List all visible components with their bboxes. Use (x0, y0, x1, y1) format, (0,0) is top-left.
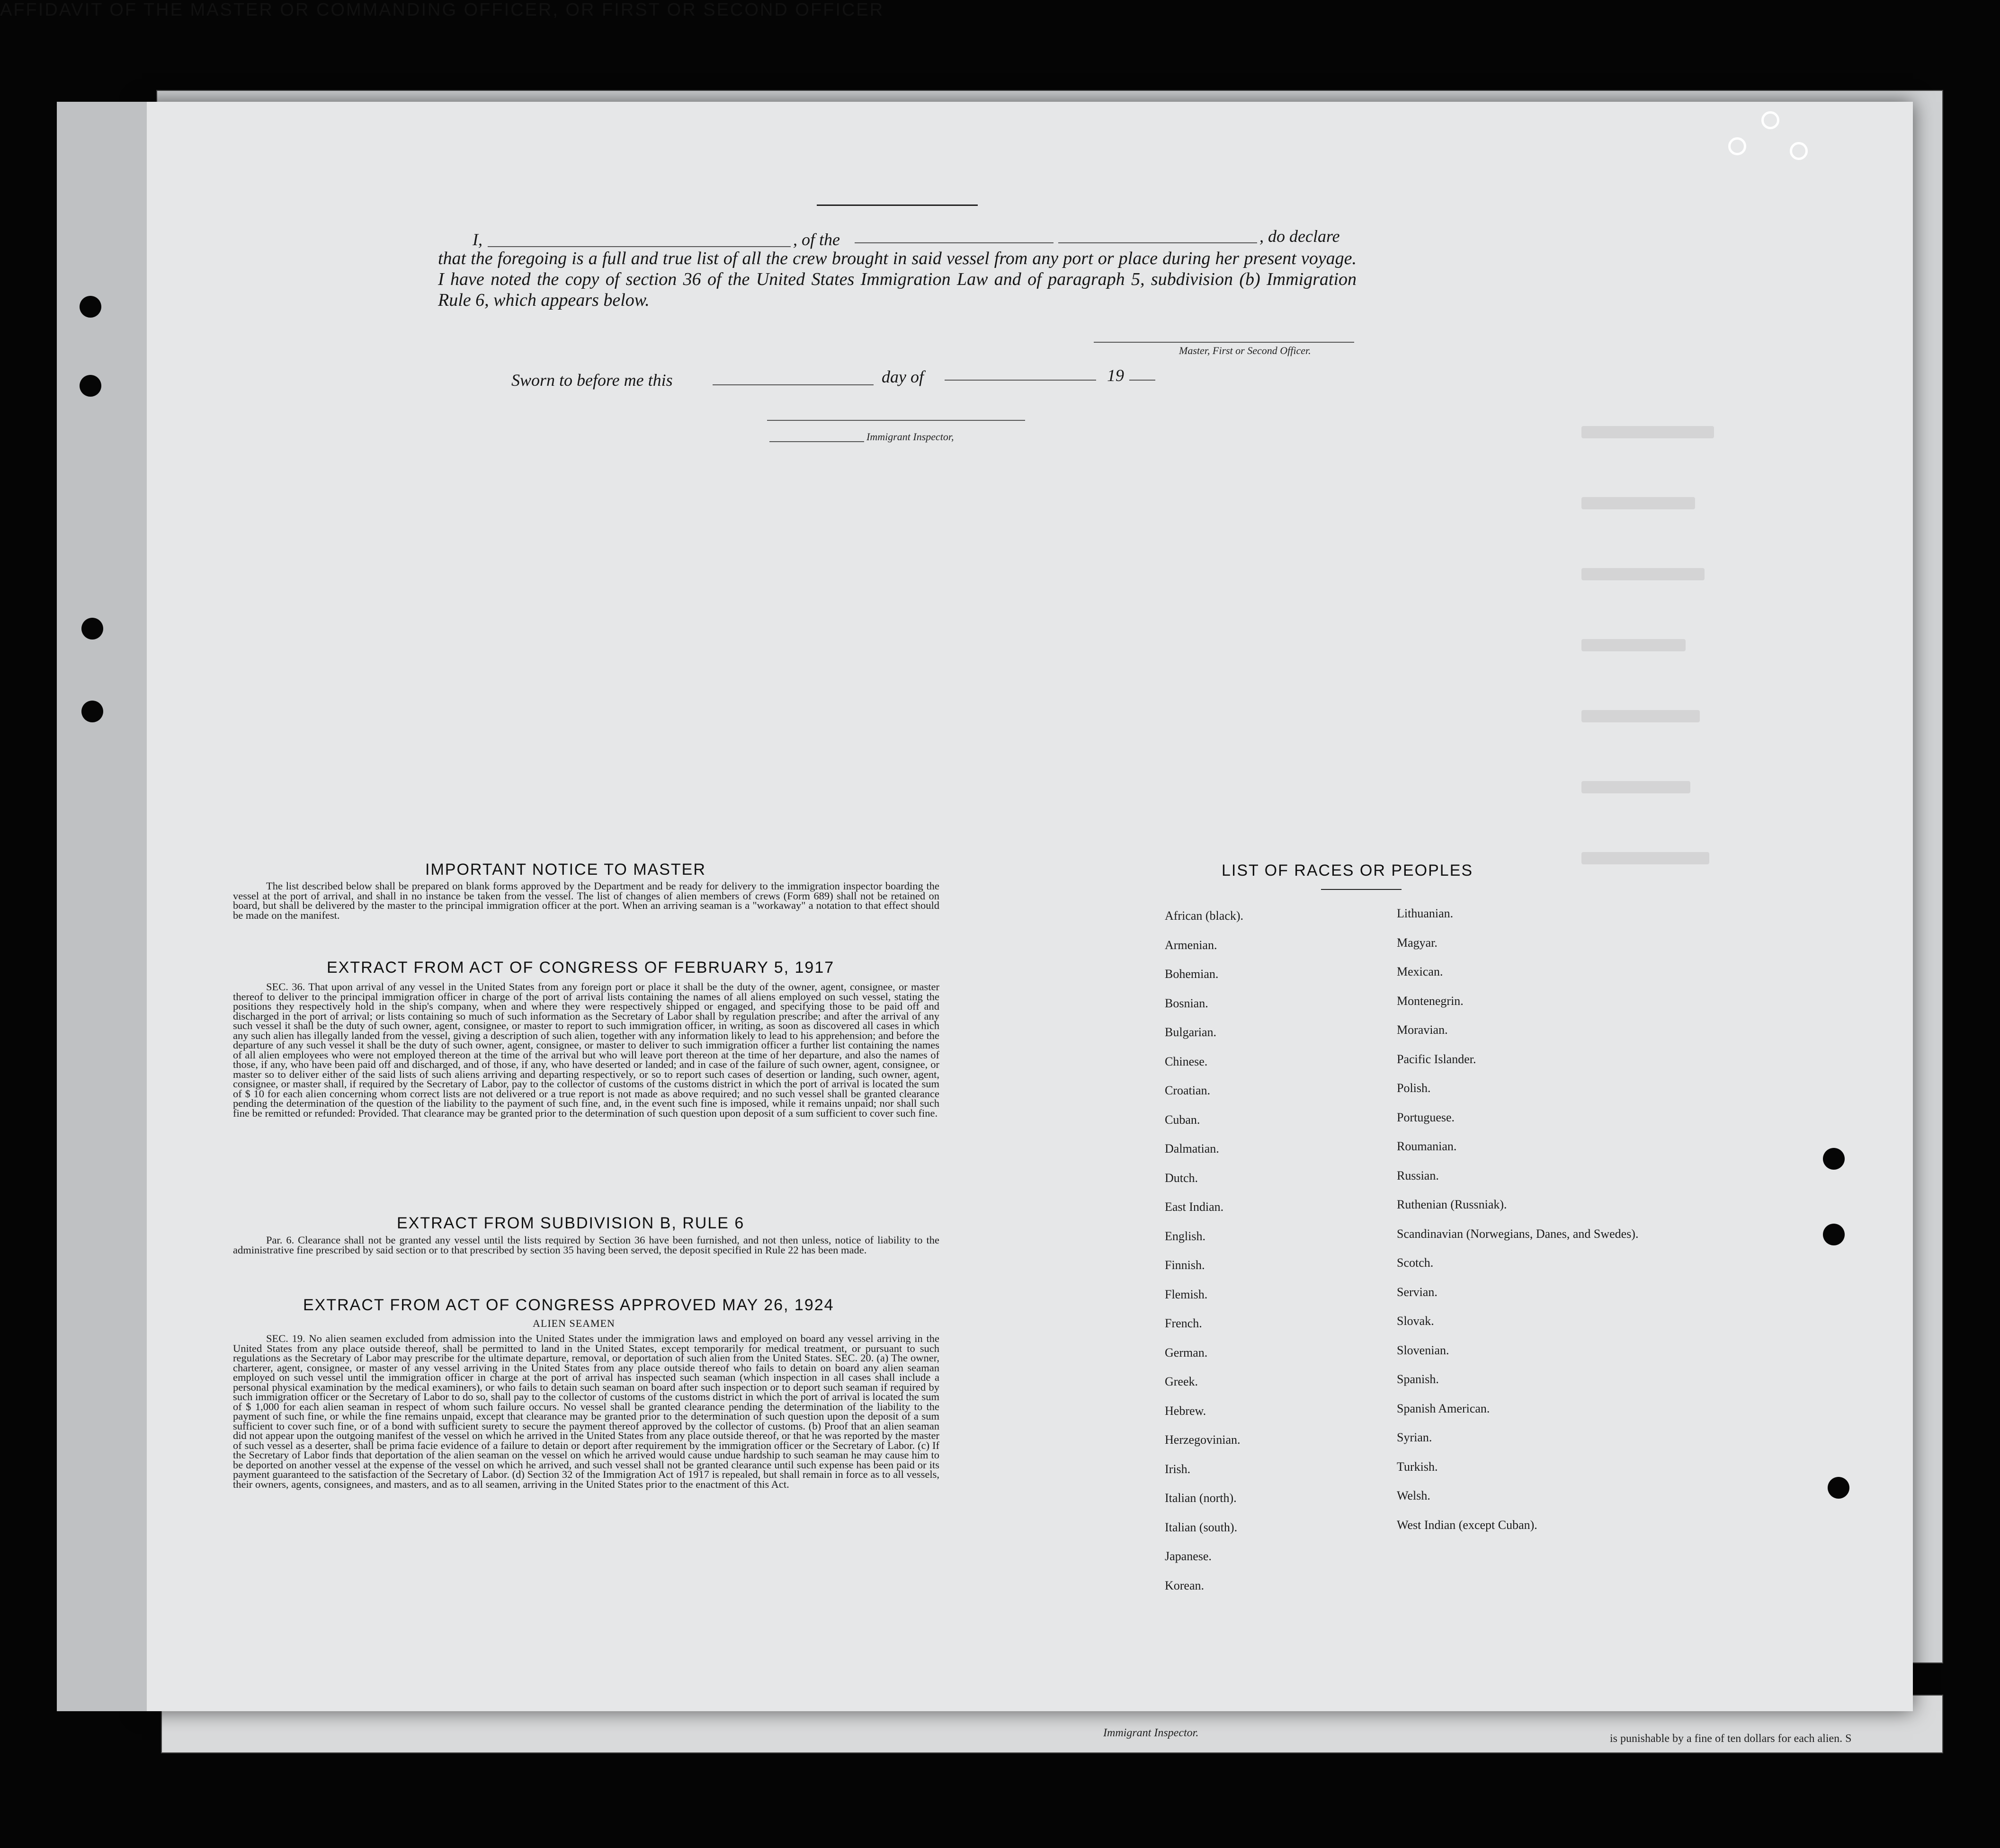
race-item: Irish. (1165, 1462, 1191, 1476)
notice-body: The list described below shall be prepared on blank forms approved by the Department and be ready for delivery to the immigration inspector boarding the vessel at the port of arrival, and shall in no instance be taken from the vessel. The list of changes of alien members of crews (Form 689) shall not be retained on board, but shall be delivered by the master to the principal immigration officer at the port. When an arriving seaman is a "workaway" a notation to that effect should be made on the manifest. (233, 880, 939, 921)
year-label: 19 (1107, 366, 1124, 385)
races-right-column (1397, 906, 1639, 1547)
race-item: Armenian. (1165, 938, 1217, 952)
binding-hole (1828, 1477, 1849, 1499)
sworn-year-blank (1129, 380, 1155, 381)
extract-rule6-title: EXTRACT FROM SUBDIVISION B, RULE 6 (397, 1214, 745, 1232)
race-item: Slovak. (1397, 1314, 1434, 1328)
race-item: Mexican. (1397, 965, 1443, 978)
race-item: African (black). (1165, 909, 1244, 923)
race-item: Dalmatian. (1165, 1142, 1219, 1155)
races-title: LIST OF RACES OR PEOPLES (1222, 862, 1473, 880)
race-item: French. (1165, 1316, 1202, 1330)
inspector-signature-line (767, 420, 1025, 421)
race-item: Bosnian. (1165, 996, 1208, 1010)
race-item: Hebrew. (1165, 1404, 1206, 1418)
race-item: Russian. (1397, 1168, 1439, 1182)
binding-margin (57, 102, 147, 1711)
underlay-inspector-label: Immigrant Inspector. (1103, 1727, 1199, 1739)
race-item: Herzegovinian. (1165, 1433, 1241, 1447)
extract-1924-title: EXTRACT FROM ACT OF CONGRESS APPROVED MAY 26, 1924 (303, 1296, 834, 1314)
bleed-through (1581, 781, 1690, 793)
race-item: Bohemian. (1165, 967, 1219, 981)
inspector-label: Immigrant Inspector, (866, 431, 954, 443)
race-item: Spanish. (1397, 1372, 1439, 1386)
affidavit-title-rule (817, 204, 978, 206)
race-item: Bulgarian. (1165, 1025, 1217, 1039)
extract-1924-subtitle: ALIEN SEAMEN (533, 1317, 615, 1329)
extract-1917-body: SEC. 36. That upon arrival of any vessel in the United States from any foreign port or place it shall be the duty of the owner, agent, consignee, or master thereof to deliver to the principal immigration officer in charge of the port of arrival lists containing the names of all aliens employed on such vessel, stating the positions they respectively hold in the ship's company, when and where they were respectively shipped or engaged, and specifying those to be paid off and discharged in the port of arrival; or lists containing so much of such information as the Secretary of Labor shall by regulation prescribe; and after the arrival of any such vessel it shall be the duty of such owner, agent, consignee, or master to report to such immigration officer, in writing, as soon as discovered all cases in which any such alien has illegally landed from the vessel, giving a description of such alien, together with any information likely to lead to his apprehension; and before the departure of any such vessel it shall be the duty of such owner, agent, consignee, or master to deliver to such immigration officer a further list containing the names of all alien employees who were not employed thereon at the time of the arrival but who will leave port thereon at the time of her departure, and also the names of those, if any, who have been paid off and discharged, and of those, if any, who have deserted or landed; and in case of the failure of such owner, agent, consignee, or master so to deliver either of the said lists of such aliens arriving and departing respectively, or so to report such cases of desertion or landing, such owner, agent, consignee, or master shall, if required by the Secretary of Labor, pay to the collector of customs of the customs district in which the port of arrival is located the sum of $ 10 for each alien concerning whom correct lists are not delivered or a true report is not made as above required; and no such vessel shall be granted clearance pending the determination of the question of the liability to the payment of such fine, and, in the event such fine is imposed, while it remains unpaid; nor shall such fine be remitted or refunded: Provided. That clearance may be granted prior to the determination of such question upon deposit of a sum sufficient to cover such fine. (233, 981, 939, 1119)
race-item: Japanese. (1165, 1549, 1212, 1563)
extract-1924-body: SEC. 19. No alien seamen excluded from admission into the United States under the immigration laws and employed on board any vessel arriving in the United States from any place outside thereof, shall be permitted to land in the United States, except temporarily for medical treatment, or pursuant to such regulations as the Secretary of Labor may prescribe for the ultimate departure, removal, or deportation of such alien from the United States. SEC. 20. (a) The owner, charterer, agent, consignee, or master of any vessel arriving in the United States from any place outside thereof who fails to detain on board any alien seaman employed on such vessel until the immigration officer in charge at the port of arrival has inspected such seaman (which inspection in all cases shall include a personal physical examination by the medical examiners), or who fails to detain such seaman on board after such inspection or to deport such seaman if required by such immigration officer or the Secretary of Labor to do so, shall pay to the collector of customs of the customs district in which the port of arrival is located the sum of $ 1,000 for each alien seaman in respect of whom such failure occurs. No vessel shall be granted clearance pending the determination of the liability to the payment of such fine, or while the fine remains unpaid, except that clearance may be granted prior to the determination of such question upon the deposit of a sum sufficient to cover such fine, or of a bond with sufficient surety to secure the payment thereof approved by the collector of customs. (b) Proof that an alien seaman did not appear upon the outgoing manifest of the vessel on which he arrived in the United States from any place outside thereof, or that he was reported by the master of such vessel as a deserter, shall be prima facie evidence of a failure to detain or deport after requirement by the immigration officer or the Secretary of Labor. (c) If the Secretary of Labor finds that deportation of the alien seaman on the vessel on which he arrived would cause undue hardship to such seaman he may cause him to be deported on another vessel at the expense of the vessel on which he arrived, and such vessel shall not be granted clearance until such expense has been paid or its payment guaranteed to the satisfaction of the Secretary of Labor. (d) Section 32 of the Immigration Act of 1917 is repealed, but shall remain in force as to all vessels, their owners, agents, consignees, and masters, and as to all seamen, arriving in the United States prior to the enactment of this Act. (233, 1333, 939, 1490)
race-item: Scandinavian (Norwegians, Danes, and Swedes). (1397, 1226, 1639, 1241)
sworn-label: Sworn to before me this (511, 371, 673, 390)
affidavit-body: that the foregoing is a full and true list of all the crew brought in said vessel from any port or place during her present voyage. I have noted the copy of section 36 of the United States Immigration Law and of paragraph 5, subdivision (b) Immigration Rule 6, which appears below. (438, 249, 1357, 310)
bleed-through (1581, 497, 1695, 509)
race-item: German. (1165, 1345, 1208, 1359)
race-item: Portuguese. (1397, 1110, 1455, 1124)
race-item: Italian (south). (1165, 1520, 1238, 1534)
race-item: Magyar. (1397, 935, 1438, 950)
bleed-through (1581, 426, 1714, 438)
race-item: Chinese. (1165, 1054, 1208, 1068)
race-item: East Indian. (1165, 1200, 1224, 1214)
race-item: Turkish. (1397, 1459, 1438, 1474)
bleed-through (1581, 710, 1700, 722)
race-item: Servian. (1397, 1285, 1438, 1299)
extract-rule6-body: Par. 6. Clearance shall not be granted any vessel until the lists required by Section 36 have been furnished, and not then unless, notice of liability to the administrative fine prescribed by said section or to that prescribed by section 35 having been served, the deposit specified in Rule 22 has been made. (233, 1234, 939, 1256)
races-left-column (1165, 909, 1243, 1608)
affidavit-of-the-label: , of the (793, 230, 840, 249)
binding-hole (1823, 1148, 1845, 1170)
binding-hole (81, 701, 103, 722)
race-item: West Indian (except Cuban). (1397, 1518, 1537, 1532)
race-item: Finnish. (1165, 1258, 1205, 1272)
race-item: Montenegrin. (1397, 994, 1464, 1008)
affidavit-i-label: I, (473, 230, 482, 249)
race-item: Greek. (1165, 1375, 1198, 1388)
binding-hole (1823, 1224, 1845, 1245)
notice-title: IMPORTANT NOTICE TO MASTER (425, 861, 706, 879)
master-signature-line (1094, 342, 1354, 343)
race-item: Flemish. (1165, 1287, 1208, 1301)
sworn-month-blank (945, 380, 1096, 381)
race-item: Roumanian. (1397, 1139, 1457, 1153)
inspector-signature-line-2 (769, 441, 864, 442)
race-item: Moravian. (1397, 1023, 1448, 1037)
affidavit-do-declare: , do declare (1259, 227, 1340, 246)
race-item: Korean. (1165, 1578, 1205, 1592)
race-item: Pacific Islander. (1397, 1052, 1476, 1066)
race-item: Italian (north). (1165, 1491, 1237, 1505)
race-item: Polish. (1397, 1081, 1431, 1095)
race-item: Scotch. (1397, 1256, 1434, 1270)
underlay-fine-notice: is punishable by a fine of ten dollars for each alien. S (1610, 1732, 1852, 1745)
races-title-rule (1321, 889, 1402, 890)
affidavit-title: AFFIDAVIT OF THE MASTER OR COMMANDING OFFICER, OR FIRST OR SECOND OFFICER (0, 0, 884, 20)
day-of-label: day of (882, 367, 924, 386)
binding-hole (80, 375, 101, 397)
race-item: Dutch. (1165, 1171, 1198, 1185)
race-item: Croatian. (1165, 1084, 1211, 1097)
race-item: Cuban. (1165, 1112, 1200, 1127)
bleed-through (1581, 639, 1686, 651)
binding-hole (81, 618, 103, 640)
race-item: Spanish American. (1397, 1401, 1490, 1415)
race-item: Ruthenian (Russniak). (1397, 1198, 1507, 1211)
punch-hole-ring (1761, 111, 1779, 129)
extract-1917-title: EXTRACT FROM ACT OF CONGRESS OF FEBRUARY 5, 1917 (327, 959, 835, 977)
punch-hole-ring (1790, 142, 1808, 160)
master-signature-label: Master, First or Second Officer. (1179, 345, 1311, 356)
sworn-day-blank (713, 384, 874, 385)
race-item: Welsh. (1397, 1489, 1430, 1502)
race-item: Lithuanian. (1397, 906, 1454, 920)
bleed-through (1581, 568, 1705, 580)
binding-hole (80, 296, 101, 318)
race-item: Slovenian. (1397, 1343, 1449, 1357)
bleed-through (1581, 852, 1709, 864)
race-item: English. (1165, 1229, 1205, 1243)
punch-hole-ring (1728, 137, 1746, 155)
race-item: Syrian. (1397, 1430, 1432, 1444)
